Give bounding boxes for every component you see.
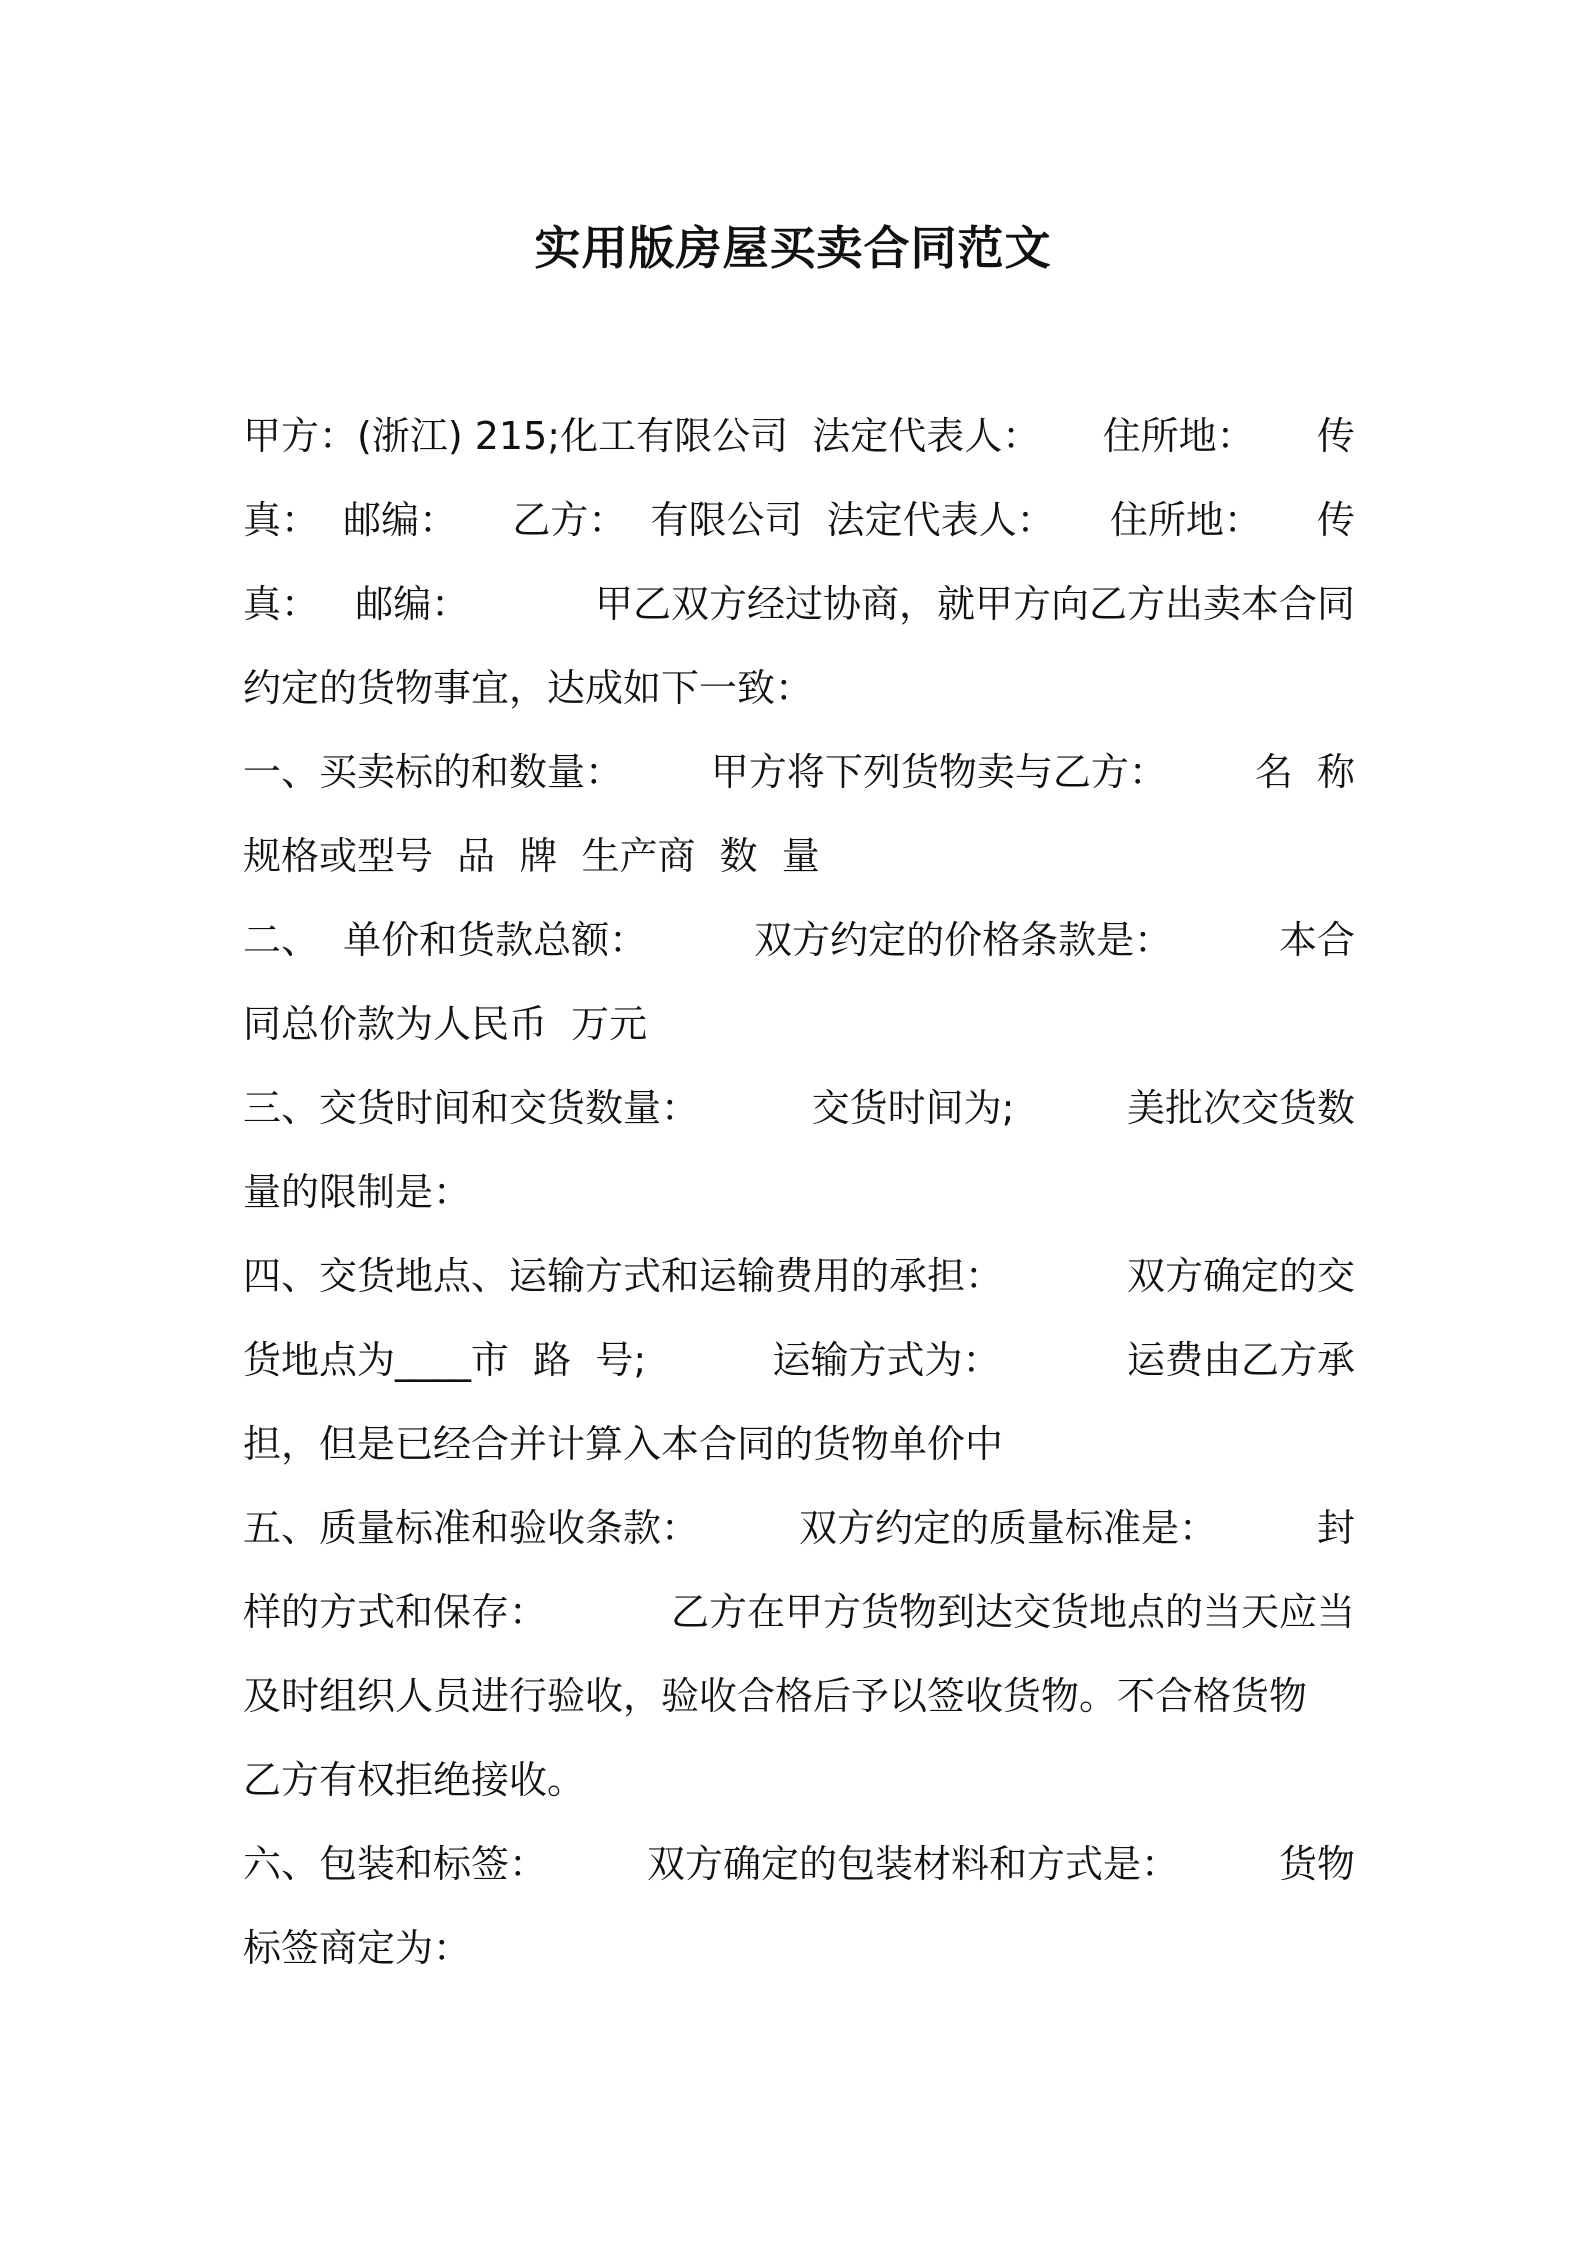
text-segment: 双方约定的质量标准是： <box>798 1506 1217 1550</box>
text-line <box>243 1080 1355 1136</box>
text-line <box>243 1248 1355 1304</box>
text-segment: 真： 邮编： <box>243 582 470 626</box>
text-segment: 样的方式和保存： <box>243 1590 548 1634</box>
text-segment: 及时组织人员进行验收，验收合格后予以签收货物。不合格货物 <box>243 1674 1308 1718</box>
text-segment: 名 称 <box>1254 750 1355 794</box>
text-line <box>243 1164 1355 1220</box>
text-segment: 运输方式为： <box>772 1338 1001 1382</box>
text-line <box>243 1920 1355 1976</box>
text-segment: 住所地： <box>1109 498 1262 542</box>
text-segment: 三、交货时间和交货数量： <box>243 1086 700 1130</box>
text-segment: 四、交货地点、运输方式和运输费用的承担： <box>243 1254 1004 1298</box>
text-segment: 同总价款为人民币 万元 <box>243 1002 648 1046</box>
text-segment: 传 <box>1316 414 1355 458</box>
text-segment: 真： 邮编： <box>243 498 458 542</box>
text-segment: 量的限制是： <box>243 1170 472 1214</box>
text-segment: 货物 <box>1278 1842 1355 1886</box>
text-line <box>243 828 1355 884</box>
text-segment: 甲方：(浙江) 215;化工有限公司 法定代表人： <box>243 414 1041 458</box>
text-segment: 一、买卖标的和数量： <box>243 750 624 794</box>
text-line <box>243 996 1355 1052</box>
text-segment: 乙方在甲方货物到达交货地点的当天应当 <box>670 1590 1355 1634</box>
text-segment: 封 <box>1316 1506 1355 1550</box>
text-line <box>243 1752 1355 1808</box>
text-segment: 五、质量标准和验收条款： <box>243 1506 700 1550</box>
text-line <box>243 1332 1355 1388</box>
text-segment: 美批次交货数 <box>1126 1086 1355 1130</box>
text-segment: 双方确定的包装材料和方式是： <box>646 1842 1179 1886</box>
text-line <box>243 660 1355 716</box>
text-segment: 双方约定的价格条款是： <box>754 918 1173 962</box>
text-line <box>243 1836 1355 1892</box>
text-segment: 双方确定的交 <box>1126 1254 1355 1298</box>
text-segment: 住所地： <box>1102 414 1255 458</box>
text-segment: 规格或型号 品 牌 生产商 数 量 <box>243 834 820 878</box>
text-segment: 交货时间为; <box>811 1086 1015 1130</box>
text-segment: 传 <box>1316 498 1355 542</box>
text-line <box>243 912 1355 968</box>
text-segment: 六、包装和标签： <box>243 1842 548 1886</box>
text-line <box>243 576 1355 632</box>
text-line <box>243 744 1355 800</box>
text-segment: 本合 <box>1278 918 1355 962</box>
text-line <box>243 1416 1355 1472</box>
text-line <box>243 492 1355 548</box>
text-segment: 约定的货物事宜，达成如下一致： <box>243 666 814 710</box>
text-segment: 甲方将下列货物卖与乙方： <box>710 750 1167 794</box>
text-line <box>243 1668 1355 1724</box>
text-segment: 运费由乙方承 <box>1126 1338 1355 1382</box>
text-line <box>243 408 1355 464</box>
text-segment: 乙方有权拒绝接收。 <box>243 1758 586 1802</box>
text-segment: 担，但是已经合并计算入本合同的货物单价中 <box>243 1422 1004 1466</box>
text-line <box>243 1584 1355 1640</box>
text-segment: 甲乙双方经过协商，就甲方向乙方出卖本合同 <box>594 582 1355 626</box>
document-title: 实用版房屋买卖合同范文 <box>534 221 1052 275</box>
text-segment: 乙方： 有限公司 法定代表人： <box>512 498 1055 542</box>
text-line <box>243 1500 1355 1556</box>
text-segment: 二、 单价和货款总额： <box>243 918 648 962</box>
text-segment: 货地点为____市 路 号; <box>243 1338 647 1382</box>
text-segment: 标签商定为： <box>243 1926 472 1970</box>
